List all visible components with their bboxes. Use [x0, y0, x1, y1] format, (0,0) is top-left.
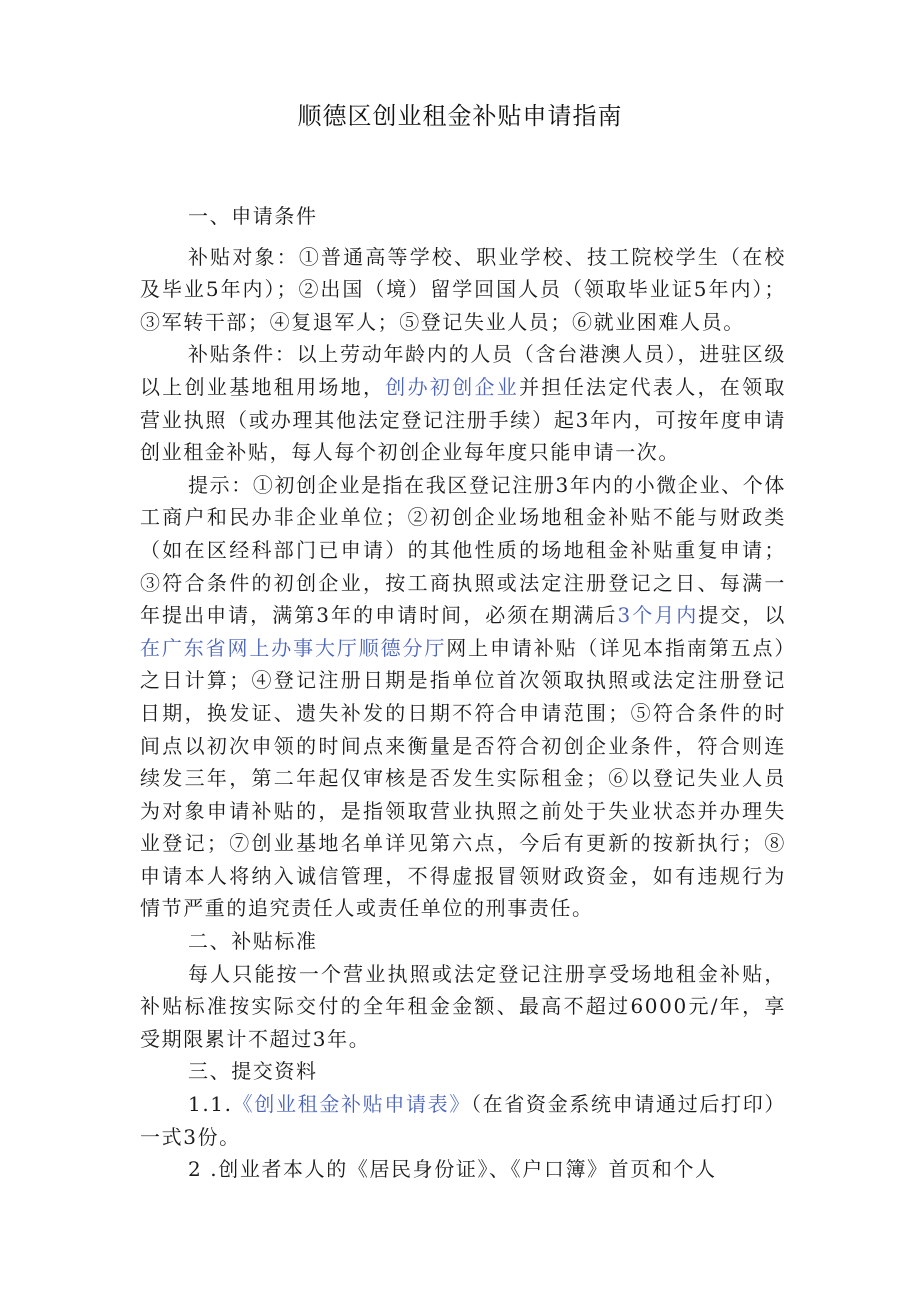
text-segment: 提交，以 [698, 603, 786, 628]
list-item-number: 1.1. [188, 1092, 233, 1117]
section-heading-materials: 三、提交资料 [188, 1059, 318, 1084]
text-segment: 网上申请补贴（详见本指南第五点）之日计算；④登记注册日期是指单位首次领取执照或法定注册登记日期，换发证、遗失补发的日期不符合申请范围；⑤符合条件的时间点以初次申领的时间点来衡量是否符合初创企业条件，符合则连续发三年，第二年起仅审核是否发生实际租金；⑥以登记失业人员为对象申请补贴的，是指领取营业执照之前处于失业状态并办理失业登记；⑦创业基地名单详见第六点，今后有更新的按新执行；⑧申请本人将纳入诚信管理，不得虚报冒领财政资金，如有违规行为情节严重的追究责任人或责任单位的刑事责任。 [140, 635, 786, 921]
text-segment: 并担任法定代表人，在领取营业执照（或办理其他法定登记注册手续）起3年内，可按年度申请创业租金补贴，每人每个初创企业每年度只能申请一次。 [140, 374, 786, 465]
page-title: 顺德区创业租金补贴申请指南 [297, 102, 623, 130]
section-heading-conditions: 一、申请条件 [188, 204, 318, 228]
section-heading-standard: 二、补贴标准 [188, 929, 318, 954]
paragraph-subsidy-standard: 每人只能按一个营业执照或法定登记注册享受场地租金补贴，补贴标准按实际交付的全年租金金额、最高不超过6000元/年，享受期限累计不超过3年。 [140, 961, 786, 1051]
list-item-application-form [140, 1088, 786, 1153]
paragraph-tips [140, 469, 786, 925]
text-segment: （在省资金系统申请通过后打印）一式3份。 [140, 1092, 786, 1149]
link-online-service-hall[interactable]: 在广东省网上办事大厅顺德分厅 [140, 635, 447, 660]
text-segment: 补贴条件：以上劳动年龄内的人员（含台港澳人员），进驻区级以上创业基地租用场地， [140, 342, 786, 399]
text-segment: 提示：①初创企业是指在我区登记注册3年内的小微企业、个体工商户和民办非企业单位；②初创企业场地租金补贴不能与财政类（如在区经科部门已申请）的其他性质的场地租金补贴重复申请；③符合条件的初创企业，按工商执照或法定注册登记之日、每满一年提出申请，满第3年的申请时间，必须在期满后 [140, 472, 786, 628]
paragraph-subsidy-targets: 补贴对象：①普通高等学校、职业学校、技工院校学生（在校及毕业5年内）；②出国（境）留学回国人员（领取毕业证5年内）；③军转干部；④复退军人；⑤登记失业人员；⑥就业困难人员。 [140, 244, 786, 334]
list-item-id-documents: 2 .创业者本人的《居民身份证》、《户口簿》首页和个人 [188, 1157, 717, 1182]
link-application-form[interactable]: 《创业租金补贴申请表》 [232, 1092, 472, 1117]
link-startup-enterprise[interactable]: 创办初创企业 [385, 374, 520, 399]
link-three-months[interactable]: 3个月内 [617, 603, 699, 628]
paragraph-subsidy-conditions [140, 338, 786, 468]
document-body [140, 200, 786, 1186]
